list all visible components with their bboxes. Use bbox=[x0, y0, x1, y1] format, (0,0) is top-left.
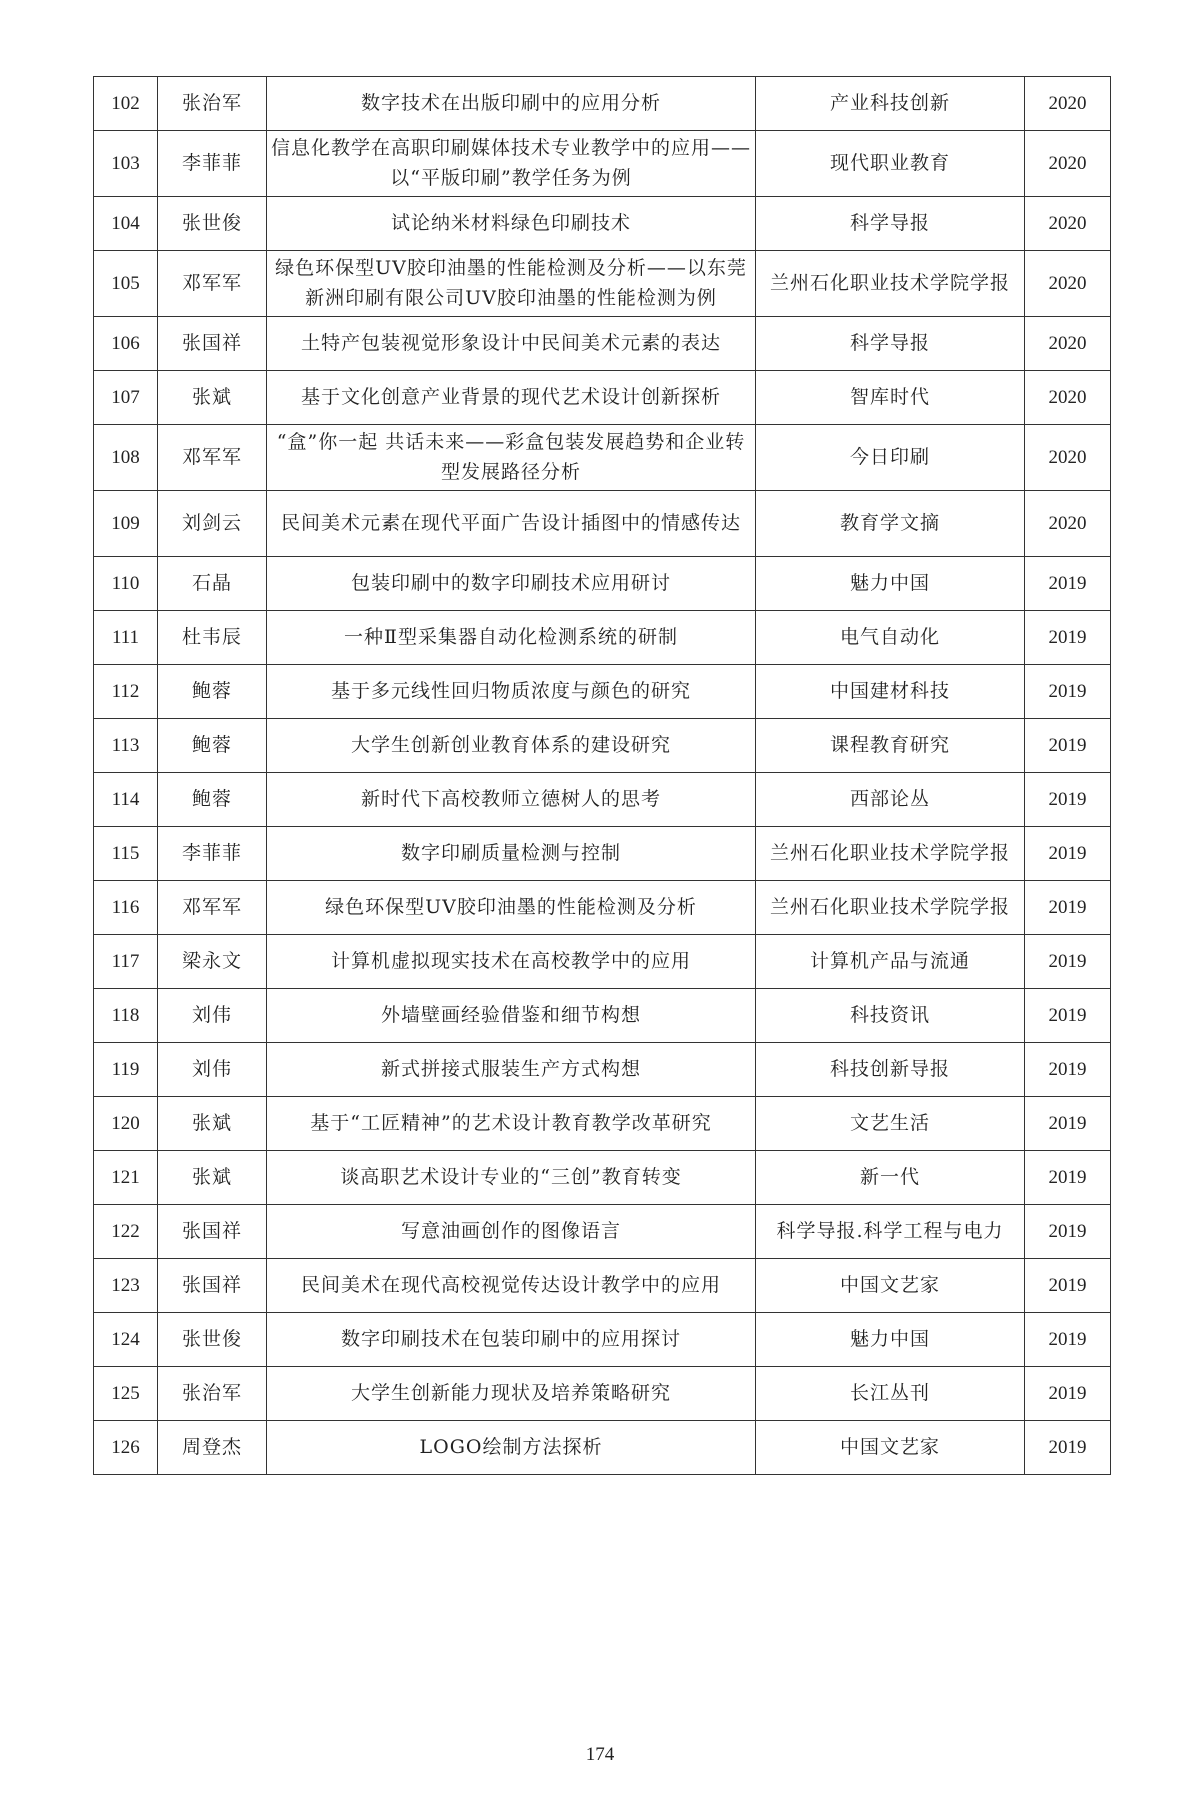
author-cell: 邓军军 bbox=[158, 881, 267, 935]
author-cell: 鲍蓉 bbox=[158, 773, 267, 827]
journal-cell: 教育学文摘 bbox=[756, 491, 1025, 557]
year-cell: 2020 bbox=[1025, 371, 1111, 425]
row-number: 119 bbox=[94, 1043, 158, 1097]
row-number: 109 bbox=[94, 491, 158, 557]
journal-cell: 兰州石化职业技术学院学报 bbox=[756, 881, 1025, 935]
journal-cell: 科学导报.科学工程与电力 bbox=[756, 1205, 1025, 1259]
row-number: 112 bbox=[94, 665, 158, 719]
author-cell: 鲍蓉 bbox=[158, 719, 267, 773]
journal-cell: 中国文艺家 bbox=[756, 1259, 1025, 1313]
title-cell: 绿色环保型UV胶印油墨的性能检测及分析——以东莞新洲印刷有限公司UV胶印油墨的性能检测为例 bbox=[267, 251, 756, 317]
row-number: 116 bbox=[94, 881, 158, 935]
table-row bbox=[94, 1151, 1111, 1205]
author-cell: 梁永文 bbox=[158, 935, 267, 989]
row-number: 105 bbox=[94, 251, 158, 317]
row-number: 113 bbox=[94, 719, 158, 773]
year-cell: 2019 bbox=[1025, 1421, 1111, 1475]
journal-cell: 中国文艺家 bbox=[756, 1421, 1025, 1475]
title-cell: 数字印刷技术在包装印刷中的应用探讨 bbox=[267, 1313, 756, 1367]
journal-cell: 科技资讯 bbox=[756, 989, 1025, 1043]
year-cell: 2020 bbox=[1025, 77, 1111, 131]
table-row bbox=[94, 317, 1111, 371]
year-cell: 2019 bbox=[1025, 989, 1111, 1043]
journal-cell: 魅力中国 bbox=[756, 1313, 1025, 1367]
author-cell: 张世俊 bbox=[158, 197, 267, 251]
journal-cell: 魅力中国 bbox=[756, 557, 1025, 611]
year-cell: 2019 bbox=[1025, 611, 1111, 665]
journal-cell: 长江丛刊 bbox=[756, 1367, 1025, 1421]
title-cell: 计算机虚拟现实技术在高校教学中的应用 bbox=[267, 935, 756, 989]
title-cell: 写意油画创作的图像语言 bbox=[267, 1205, 756, 1259]
journal-cell: 电气自动化 bbox=[756, 611, 1025, 665]
title-cell: 一种Ⅱ型采集器自动化检测系统的研制 bbox=[267, 611, 756, 665]
year-cell: 2019 bbox=[1025, 665, 1111, 719]
table-row bbox=[94, 773, 1111, 827]
row-number: 114 bbox=[94, 773, 158, 827]
row-number: 126 bbox=[94, 1421, 158, 1475]
page-number: 174 bbox=[585, 1744, 615, 1765]
row-number: 121 bbox=[94, 1151, 158, 1205]
journal-cell: 计算机产品与流通 bbox=[756, 935, 1025, 989]
journal-cell: 课程教育研究 bbox=[756, 719, 1025, 773]
author-cell: 李菲菲 bbox=[158, 131, 267, 197]
table-row bbox=[94, 1421, 1111, 1475]
year-cell: 2019 bbox=[1025, 1097, 1111, 1151]
title-cell: 信息化教学在高职印刷媒体技术专业教学中的应用——以“平版印刷”教学任务为例 bbox=[267, 131, 756, 197]
row-number: 108 bbox=[94, 425, 158, 491]
author-cell: 张国祥 bbox=[158, 1205, 267, 1259]
table-row bbox=[94, 77, 1111, 131]
journal-cell: 产业科技创新 bbox=[756, 77, 1025, 131]
year-cell: 2019 bbox=[1025, 1205, 1111, 1259]
year-cell: 2019 bbox=[1025, 881, 1111, 935]
title-cell: 数字技术在出版印刷中的应用分析 bbox=[267, 77, 756, 131]
table-row bbox=[94, 989, 1111, 1043]
publications-table bbox=[93, 76, 1111, 1475]
table-row bbox=[94, 719, 1111, 773]
author-cell: 杜韦辰 bbox=[158, 611, 267, 665]
author-cell: 李菲菲 bbox=[158, 827, 267, 881]
journal-cell: 智库时代 bbox=[756, 371, 1025, 425]
row-number: 125 bbox=[94, 1367, 158, 1421]
author-cell: 邓军军 bbox=[158, 425, 267, 491]
year-cell: 2020 bbox=[1025, 425, 1111, 491]
table-row bbox=[94, 1043, 1111, 1097]
row-number: 118 bbox=[94, 989, 158, 1043]
table-row bbox=[94, 1097, 1111, 1151]
table-row bbox=[94, 1367, 1111, 1421]
title-cell: 大学生创新创业教育体系的建设研究 bbox=[267, 719, 756, 773]
row-number: 107 bbox=[94, 371, 158, 425]
title-cell: 大学生创新能力现状及培养策略研究 bbox=[267, 1367, 756, 1421]
journal-cell: 今日印刷 bbox=[756, 425, 1025, 491]
author-cell: 刘剑云 bbox=[158, 491, 267, 557]
row-number: 123 bbox=[94, 1259, 158, 1313]
title-cell: 基于多元线性回归物质浓度与颜色的研究 bbox=[267, 665, 756, 719]
year-cell: 2019 bbox=[1025, 1259, 1111, 1313]
journal-cell: 兰州石化职业技术学院学报 bbox=[756, 251, 1025, 317]
table-row bbox=[94, 197, 1111, 251]
title-cell: 民间美术在现代高校视觉传达设计教学中的应用 bbox=[267, 1259, 756, 1313]
table-row bbox=[94, 611, 1111, 665]
year-cell: 2020 bbox=[1025, 251, 1111, 317]
year-cell: 2020 bbox=[1025, 491, 1111, 557]
title-cell: LOGO绘制方法探析 bbox=[267, 1421, 756, 1475]
row-number: 120 bbox=[94, 1097, 158, 1151]
table-row bbox=[94, 881, 1111, 935]
title-cell: 包装印刷中的数字印刷技术应用研讨 bbox=[267, 557, 756, 611]
title-cell: 外墙壁画经验借鉴和细节构想 bbox=[267, 989, 756, 1043]
row-number: 106 bbox=[94, 317, 158, 371]
title-cell: 民间美术元素在现代平面广告设计插图中的情感传达 bbox=[267, 491, 756, 557]
title-cell: “盒”你一起 共话未来——彩盒包装发展趋势和企业转型发展路径分析 bbox=[267, 425, 756, 491]
year-cell: 2019 bbox=[1025, 1313, 1111, 1367]
author-cell: 张治军 bbox=[158, 77, 267, 131]
table-row bbox=[94, 425, 1111, 491]
table-row bbox=[94, 1259, 1111, 1313]
title-cell: 试论纳米材料绿色印刷技术 bbox=[267, 197, 756, 251]
journal-cell: 科学导报 bbox=[756, 317, 1025, 371]
table-row bbox=[94, 1205, 1111, 1259]
year-cell: 2019 bbox=[1025, 1151, 1111, 1205]
journal-cell: 科学导报 bbox=[756, 197, 1025, 251]
year-cell: 2020 bbox=[1025, 197, 1111, 251]
row-number: 115 bbox=[94, 827, 158, 881]
author-cell: 张国祥 bbox=[158, 317, 267, 371]
year-cell: 2019 bbox=[1025, 1367, 1111, 1421]
table-row bbox=[94, 371, 1111, 425]
row-number: 124 bbox=[94, 1313, 158, 1367]
title-cell: 土特产包装视觉形象设计中民间美术元素的表达 bbox=[267, 317, 756, 371]
author-cell: 刘伟 bbox=[158, 989, 267, 1043]
author-cell: 张国祥 bbox=[158, 1259, 267, 1313]
row-number: 102 bbox=[94, 77, 158, 131]
journal-cell: 西部论丛 bbox=[756, 773, 1025, 827]
table-row bbox=[94, 935, 1111, 989]
title-cell: 绿色环保型UV胶印油墨的性能检测及分析 bbox=[267, 881, 756, 935]
year-cell: 2019 bbox=[1025, 557, 1111, 611]
table-row bbox=[94, 251, 1111, 317]
table-row bbox=[94, 557, 1111, 611]
year-cell: 2019 bbox=[1025, 827, 1111, 881]
year-cell: 2020 bbox=[1025, 317, 1111, 371]
journal-cell: 现代职业教育 bbox=[756, 131, 1025, 197]
author-cell: 邓军军 bbox=[158, 251, 267, 317]
title-cell: 新式拼接式服装生产方式构想 bbox=[267, 1043, 756, 1097]
table-row bbox=[94, 665, 1111, 719]
year-cell: 2019 bbox=[1025, 719, 1111, 773]
author-cell: 张治军 bbox=[158, 1367, 267, 1421]
year-cell: 2019 bbox=[1025, 773, 1111, 827]
row-number: 122 bbox=[94, 1205, 158, 1259]
row-number: 103 bbox=[94, 131, 158, 197]
title-cell: 谈高职艺术设计专业的“三创”教育转变 bbox=[267, 1151, 756, 1205]
title-cell: 基于“工匠精神”的艺术设计教育教学改革研究 bbox=[267, 1097, 756, 1151]
title-cell: 基于文化创意产业背景的现代艺术设计创新探析 bbox=[267, 371, 756, 425]
year-cell: 2020 bbox=[1025, 131, 1111, 197]
row-number: 111 bbox=[94, 611, 158, 665]
author-cell: 张斌 bbox=[158, 1097, 267, 1151]
table-row bbox=[94, 827, 1111, 881]
journal-cell: 兰州石化职业技术学院学报 bbox=[756, 827, 1025, 881]
publications-table-body bbox=[94, 77, 1111, 1475]
row-number: 110 bbox=[94, 557, 158, 611]
title-cell: 数字印刷质量检测与控制 bbox=[267, 827, 756, 881]
author-cell: 周登杰 bbox=[158, 1421, 267, 1475]
table-row bbox=[94, 1313, 1111, 1367]
author-cell: 张斌 bbox=[158, 371, 267, 425]
row-number: 104 bbox=[94, 197, 158, 251]
table-row bbox=[94, 131, 1111, 197]
row-number: 117 bbox=[94, 935, 158, 989]
year-cell: 2019 bbox=[1025, 1043, 1111, 1097]
author-cell: 张世俊 bbox=[158, 1313, 267, 1367]
author-cell: 刘伟 bbox=[158, 1043, 267, 1097]
year-cell: 2019 bbox=[1025, 935, 1111, 989]
journal-cell: 新一代 bbox=[756, 1151, 1025, 1205]
journal-cell: 中国建材科技 bbox=[756, 665, 1025, 719]
title-cell: 新时代下高校教师立德树人的思考 bbox=[267, 773, 756, 827]
author-cell: 石晶 bbox=[158, 557, 267, 611]
journal-cell: 文艺生活 bbox=[756, 1097, 1025, 1151]
author-cell: 张斌 bbox=[158, 1151, 267, 1205]
journal-cell: 科技创新导报 bbox=[756, 1043, 1025, 1097]
table-row bbox=[94, 491, 1111, 557]
author-cell: 鲍蓉 bbox=[158, 665, 267, 719]
